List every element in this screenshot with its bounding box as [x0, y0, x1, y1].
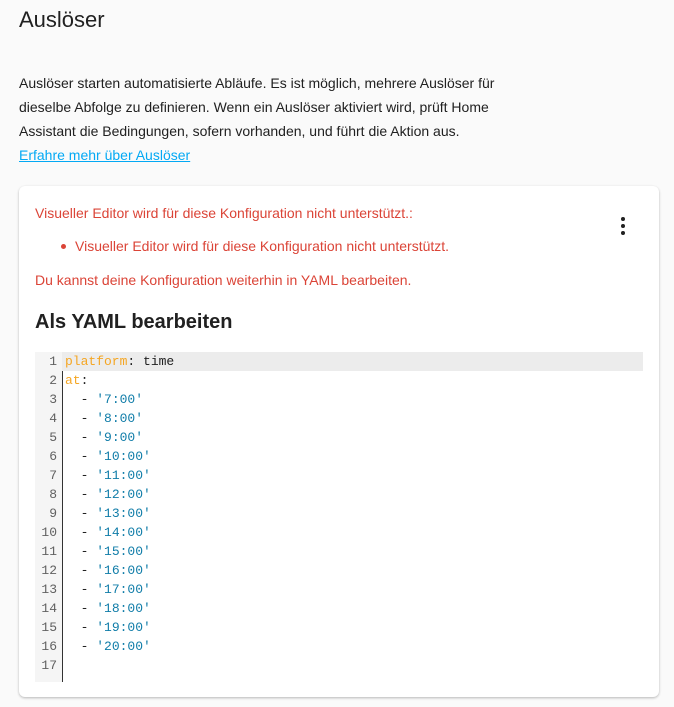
code-line[interactable] — [35, 428, 643, 447]
line-number: 3 — [49, 392, 57, 407]
line-text — [62, 409, 643, 428]
line-text — [62, 637, 643, 656]
error-hint: Du kannst deine Konfiguration weiterhin in YAML bearbeiten. — [35, 272, 412, 288]
dots-vertical-icon — [621, 217, 625, 221]
page-title: Auslöser — [19, 7, 105, 32]
line-text — [62, 485, 643, 504]
yaml-punct: - — [65, 582, 97, 597]
yaml-string: '18:00' — [96, 601, 151, 616]
yaml-punct: - — [65, 601, 97, 616]
code-line[interactable] — [35, 580, 643, 599]
yaml-string: '8:00' — [96, 411, 144, 426]
yaml-punct: - — [65, 430, 97, 445]
yaml-key: platform — [65, 354, 128, 369]
yaml-punct: - — [65, 468, 97, 483]
yaml-string: '14:00' — [96, 525, 151, 540]
line-text — [62, 352, 643, 371]
overflow-menu-button[interactable] — [611, 214, 635, 238]
line-text — [62, 447, 643, 466]
code-line[interactable] — [35, 504, 643, 523]
code-line[interactable] — [35, 599, 643, 618]
line-number: 12 — [41, 563, 57, 578]
yaml-string: '19:00' — [96, 620, 151, 635]
yaml-value: time — [143, 354, 175, 369]
line-text — [62, 580, 643, 599]
line-text — [62, 390, 643, 409]
line-text — [62, 561, 643, 580]
line-text — [62, 428, 643, 447]
line-text — [62, 504, 643, 523]
line-text — [62, 599, 643, 618]
line-number: 15 — [41, 620, 57, 635]
line-number: 8 — [49, 487, 57, 502]
line-text — [62, 618, 643, 637]
yaml-punct: - — [65, 392, 97, 407]
yaml-punct: - — [65, 639, 97, 654]
yaml-punct: - — [65, 487, 97, 502]
error-item: Visueller Editor wird für diese Konfiguration nicht unterstützt. — [75, 238, 450, 254]
yaml-punct: - — [65, 449, 97, 464]
line-number: 2 — [49, 373, 57, 388]
yaml-string: '11:00' — [96, 468, 151, 483]
line-text — [62, 542, 643, 561]
yaml-string: '7:00' — [96, 392, 144, 407]
yaml-string: '16:00' — [96, 563, 151, 578]
line-number: 14 — [41, 601, 57, 616]
line-number: 6 — [49, 449, 57, 464]
line-text — [62, 371, 643, 390]
yaml-punct: - — [65, 525, 97, 540]
code-line[interactable] — [35, 447, 643, 466]
line-number: 13 — [41, 582, 57, 597]
yaml-section-title: Als YAML bearbeiten — [35, 311, 233, 333]
yaml-string: '13:00' — [96, 506, 151, 521]
intro-text: Auslöser starten automatisierte Abläufe. Es ist möglich, mehrere Auslöser für dieselbe Abfolge zu definieren. Wenn ein Auslöser aktiviert wird, prüft Home Assistant die Bedingungen, sofern vorhanden, und führt die Aktion aus. — [19, 75, 495, 139]
learn-more-link[interactable]: Erfahre mehr über Auslöser — [19, 147, 191, 163]
line-text — [62, 656, 643, 675]
code-line[interactable] — [35, 542, 643, 561]
code-line[interactable] — [35, 561, 643, 580]
code-line[interactable] — [35, 637, 643, 656]
yaml-string: '9:00' — [96, 430, 144, 445]
line-number: 1 — [49, 354, 57, 369]
code-line[interactable] — [35, 466, 643, 485]
code-line[interactable] — [35, 390, 643, 409]
yaml-punct: : — [80, 373, 89, 388]
code-line[interactable] — [35, 352, 643, 371]
code-line[interactable] — [35, 618, 643, 637]
yaml-punct: - — [65, 620, 97, 635]
yaml-punct: : — [127, 354, 144, 369]
trigger-card — [19, 186, 659, 697]
line-number: 9 — [49, 506, 57, 521]
yaml-string: '10:00' — [96, 449, 151, 464]
line-number: 10 — [41, 525, 57, 540]
yaml-punct: - — [65, 563, 97, 578]
line-number: 11 — [41, 544, 57, 559]
line-number: 16 — [41, 639, 57, 654]
yaml-punct: - — [65, 544, 97, 559]
dot — [621, 224, 625, 228]
dot — [621, 231, 625, 235]
code-line[interactable] — [35, 523, 643, 542]
line-number: 7 — [49, 468, 57, 483]
error-list — [35, 236, 449, 256]
intro-section — [19, 71, 519, 167]
line-text — [62, 523, 643, 542]
line-number: 4 — [49, 411, 57, 426]
code-line[interactable] — [35, 371, 643, 390]
code-line[interactable] — [35, 409, 643, 428]
error-title: Visueller Editor wird für diese Konfiguration nicht unterstützt.: — [35, 205, 413, 221]
yaml-punct: - — [65, 411, 97, 426]
yaml-punct: - — [65, 506, 97, 521]
yaml-string: '12:00' — [96, 487, 151, 502]
yaml-key: at — [65, 373, 81, 388]
yaml-string: '20:00' — [96, 639, 151, 654]
line-number: 17 — [41, 658, 57, 673]
yaml-string: '15:00' — [96, 544, 151, 559]
line-number: 5 — [49, 430, 57, 445]
code-line[interactable] — [35, 656, 643, 675]
line-text — [62, 466, 643, 485]
yaml-string: '17:00' — [96, 582, 151, 597]
yaml-code-editor[interactable] — [35, 352, 643, 675]
code-line[interactable] — [35, 485, 643, 504]
